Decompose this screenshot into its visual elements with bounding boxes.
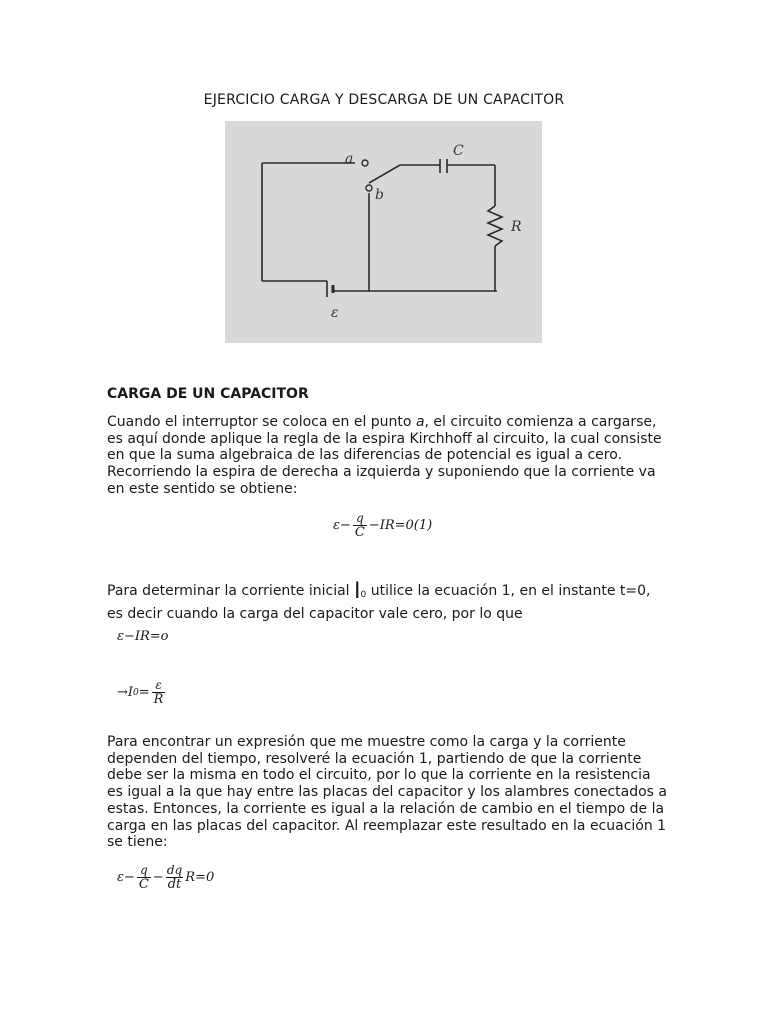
paragraph-2-before: Para determinar la corriente inicial (107, 583, 355, 599)
circuit-diagram (225, 121, 542, 343)
equation-3-lhs: →I (117, 685, 134, 701)
equation-4-rhs: R=0 (185, 870, 215, 886)
equation-3-equals: = (138, 685, 150, 701)
paragraph-1-before: Cuando el interruptor se coloca en el punto (107, 414, 416, 430)
section-heading: CARGA DE UN CAPACITOR (107, 386, 309, 402)
equation-3-fraction (152, 679, 166, 706)
label-c: C (453, 143, 464, 159)
paragraph-1-after: , el circuito comienza a cargarse, es aquí donde aplique la regla de la espira Kirchhoff al circuito, la cual consiste en que la suma algebraica de las diferencias de potencial es igual a cero. Recorriendo la espira de derecha a izquierda y suponiendo que la corriente va en este sentido se obtiene: (107, 414, 662, 497)
paragraph-2-after: utilice la ecuación 1, en el instante t=0, es decir cuando la carga del capacitor vale cero, por lo que (107, 583, 651, 622)
equation-3-numerator: ε (155, 678, 162, 692)
equation-4-denominator-2: dt (167, 876, 182, 892)
equation-1-fraction (353, 512, 367, 539)
initial-current-subscript: 0 (360, 590, 367, 600)
equation-4-minus: − (152, 870, 164, 886)
equation-3 (117, 679, 167, 706)
document-title: EJERCICIO CARGA Y DESCARGA DE UN CAPACITOR (203, 92, 565, 108)
label-emf: ε (331, 305, 339, 321)
equation-1-lhs: ε− (333, 518, 351, 534)
equation-4-fraction-1 (137, 864, 151, 891)
circuit-figure (225, 121, 542, 343)
label-b: b (375, 187, 384, 203)
label-a: a (345, 151, 354, 167)
paragraph-1 (107, 414, 667, 498)
equation-2: ε−IR=o (117, 629, 169, 644)
label-r: R (511, 219, 522, 235)
equation-1-numerator: q (356, 511, 364, 525)
equation-4-numerator-2: dq (166, 863, 183, 877)
terminal-b (366, 185, 372, 191)
equation-1-rhs: −IR=0(1) (368, 518, 433, 534)
initial-current-symbol: I (354, 579, 361, 604)
paragraph-1-point: a (415, 414, 425, 430)
terminal-a (362, 160, 368, 166)
equation-1 (333, 512, 432, 539)
equation-4 (117, 864, 214, 891)
equation-3-denominator: R (153, 691, 164, 707)
equation-4-fraction-2 (166, 864, 184, 891)
equation-4-denominator-1: C (138, 876, 149, 892)
equation-3-subscript: 0 (133, 687, 139, 698)
resistor (488, 206, 502, 246)
equation-1-denominator: C (354, 524, 365, 540)
equation-4-lhs: ε− (117, 870, 135, 886)
equation-4-numerator-1: q (140, 863, 148, 877)
paragraph-2 (107, 579, 667, 624)
switch-blade (369, 165, 400, 183)
paragraph-3: Para encontrar un expresión que me muestre como la carga y la corriente dependen del tiempo, resolveré la ecuación 1, partiendo de que la corriente debe ser la misma en todo el circuito, por lo que la corriente en la resistencia es igual a la que hay entre las placas del capacitor y los alambres conectados a estas. Entonces, la corriente es igual a la relación de cambio en el tiempo de la carga en las placas del capacitor. Al reemplazar este resultado en la ecuación 1 se tiene: (107, 734, 667, 851)
